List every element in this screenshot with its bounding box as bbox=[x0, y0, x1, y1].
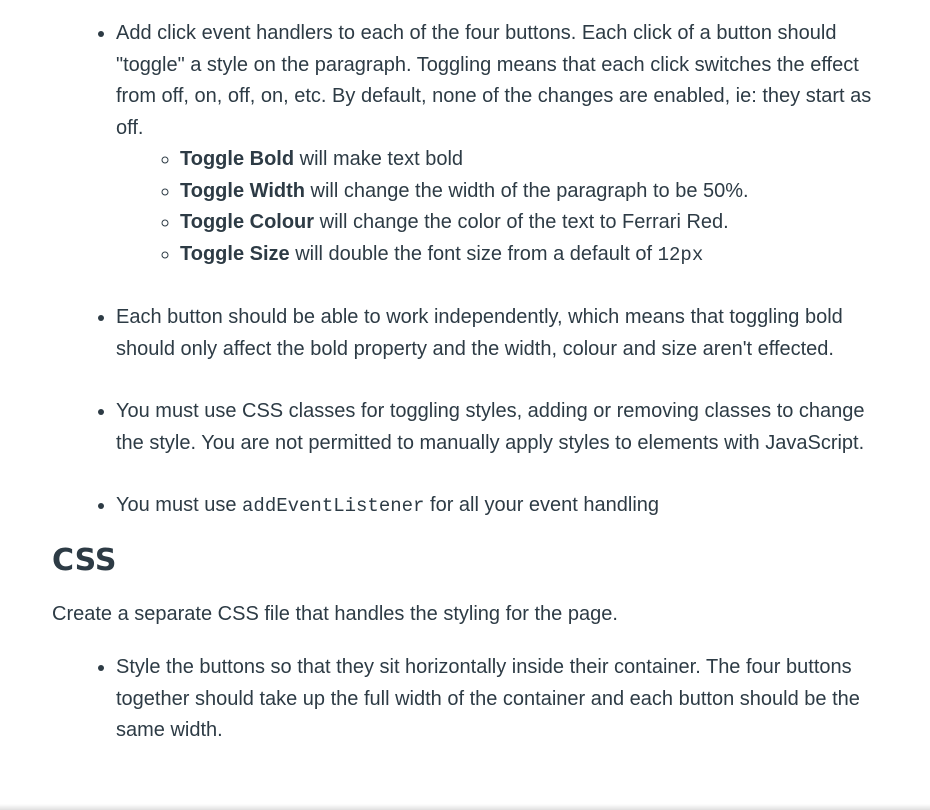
toggle-size-label: Toggle Size bbox=[180, 242, 290, 265]
toggle-bold-label: Toggle Bold bbox=[180, 148, 295, 170]
css-requirements-list bbox=[52, 652, 882, 747]
list-item-text: You must use bbox=[116, 494, 243, 516]
sub-list-item-text: will double the font size from a default of bbox=[289, 242, 658, 265]
sub-list-item bbox=[180, 144, 882, 176]
default-size-code: 12px bbox=[657, 243, 704, 266]
css-intro-paragraph: Create a separate CSS file that handles the styling for the page. bbox=[52, 602, 618, 625]
toggle-options-list bbox=[116, 144, 882, 271]
sub-list-item-text: will make text bold bbox=[294, 148, 464, 170]
list-item bbox=[116, 490, 882, 523]
css-heading: CSS bbox=[52, 542, 117, 578]
toggle-width-label: Toggle Width bbox=[180, 179, 305, 202]
list-item-text: Add click event handlers to each of the four buttons. Each click of a button should "toggle" a style on the paragraph. Toggling means that each click switches the effect from off, on, off, on, etc. By default, none of the changes are enabled, ie: they start as off. bbox=[116, 22, 872, 139]
sub-list-item bbox=[180, 176, 882, 208]
list-item bbox=[116, 302, 882, 365]
requirements-list bbox=[52, 18, 882, 523]
toggle-colour-label: Toggle Colour bbox=[180, 211, 315, 233]
list-item bbox=[116, 396, 882, 459]
sub-list-item bbox=[180, 207, 882, 239]
assignment-content bbox=[52, 18, 882, 747]
list-item-text: You must use CSS classes for toggling styles, adding or removing classes to change the style. You are not permitted to manually apply styles to elements with JavaScript. bbox=[116, 400, 865, 454]
list-item-text: for all your event handling bbox=[424, 494, 660, 516]
list-item-text: Style the buttons so that they sit horizontally inside their container. The four buttons together should take up the full width of the container and each button should be the same width. bbox=[116, 656, 860, 741]
bottom-edge-shadow bbox=[0, 804, 930, 810]
add-event-listener-code: addEventListener bbox=[242, 495, 425, 517]
sub-list-item-text: will change the width of the paragraph to be 50%. bbox=[304, 179, 749, 202]
list-item bbox=[116, 18, 882, 271]
list-item-text: Each button should be able to work independently, which means that toggling bold should only affect the bold property and the width, colour and size aren't effected. bbox=[116, 306, 843, 360]
sub-list-item-text: will change the color of the text to Ferrari Red. bbox=[314, 211, 729, 233]
list-item bbox=[116, 652, 882, 747]
sub-list-item bbox=[180, 239, 882, 272]
